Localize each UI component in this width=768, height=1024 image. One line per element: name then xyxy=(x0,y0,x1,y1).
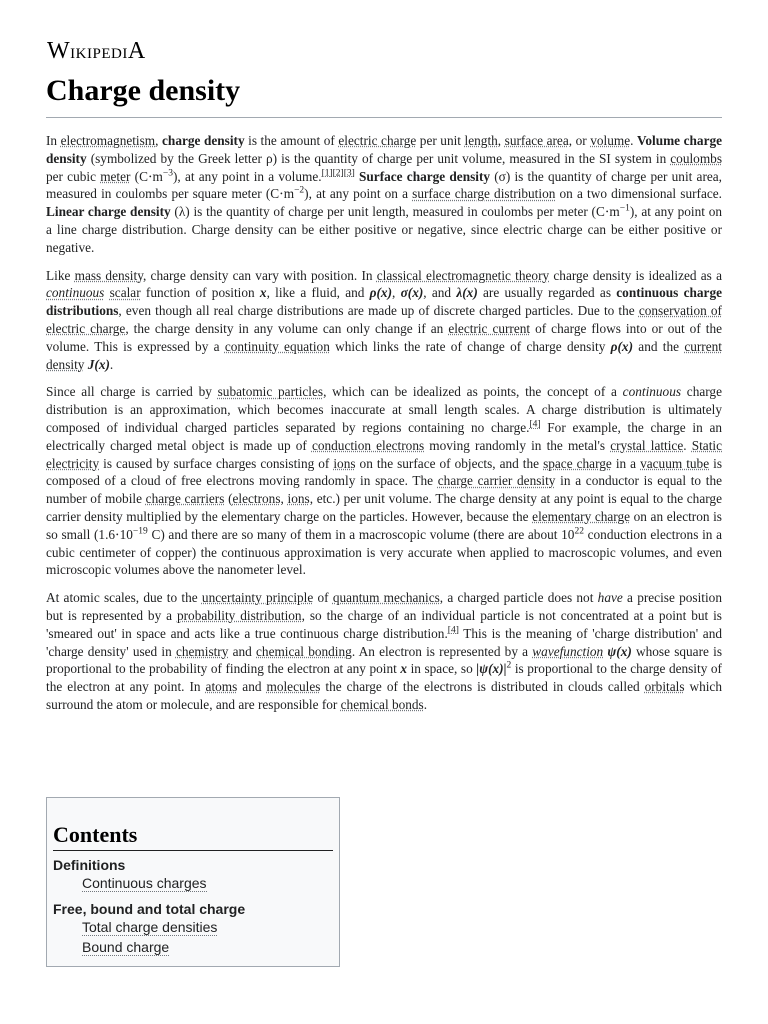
article-link[interactable]: scalar xyxy=(109,285,141,301)
text-run: , xyxy=(280,491,288,507)
text-run: a precise position but is represented by a xyxy=(46,590,722,623)
text-run: , even though all real charge distributions are made up of discrete charged particles. Due to the xyxy=(118,303,639,319)
math-expression: |ψ(x)| xyxy=(476,661,507,677)
article-link[interactable]: chemistry xyxy=(175,643,229,659)
text-run: ), at any point on a line charge distribution. Charge density can be either positive or negative, since electric charge can be either positive or negative. xyxy=(46,204,722,255)
text-run: charge density is idealized as a xyxy=(549,267,722,283)
text-run: (C⋅m xyxy=(130,168,163,184)
bold-term: continuous charge distributions xyxy=(46,285,722,319)
article-link[interactable]: coulombs xyxy=(670,150,722,166)
paragraph xyxy=(46,383,722,579)
text-run: charge distribution is an approximation, which becomes inaccurate at small length scales. A charge distribution is ultimately composed of individual charged particles separated by regions containing no charge. xyxy=(46,384,722,435)
article-link[interactable]: electromagnetism xyxy=(60,133,156,148)
text-run: conduction electrons in a cubic centimeter of copper) the continuous approximation is very accurate when applied to macroscopic volumes, and even microscopic volumes above the nanometer level. xyxy=(46,526,722,578)
superscript: 22 xyxy=(574,526,584,537)
text-run: and xyxy=(228,643,257,659)
text-run: per cubic xyxy=(46,168,101,184)
text-run: and the xyxy=(633,338,685,354)
article-link[interactable]: charge carrier density xyxy=(437,473,556,489)
toc-subsection-item xyxy=(82,919,333,939)
text-run: whose square is proportional to the probability of finding the electron at any point xyxy=(46,643,722,677)
math-expression: x xyxy=(400,661,408,677)
bold-term: Linear charge density xyxy=(46,204,171,220)
article-link[interactable]: crystal lattice xyxy=(610,437,684,453)
text-run: is caused by surface charges consisting of xyxy=(99,455,334,471)
toc-subsection-item xyxy=(82,939,333,959)
text-run: . xyxy=(109,356,114,372)
text-run: , so the charge of an individual particle is not concentrated at a point but is 'smeared out' in space and acts like a true continuous charge distribution. xyxy=(46,607,722,641)
article-link[interactable]: elementary charge xyxy=(532,508,631,524)
text-run: is composed of a cloud of free electrons moving randomly in space. The xyxy=(46,455,722,489)
text-run: of xyxy=(313,590,333,606)
text-run: (symbolized by the Greek letter ρ) is the quantity of charge per unit volume, measured in the SI system in xyxy=(86,150,671,166)
toc-list xyxy=(53,857,333,959)
article-link[interactable]: conservation of electric charge xyxy=(46,303,722,336)
text-run: , charge density can vary with position. In xyxy=(142,267,377,283)
page-title: Charge density xyxy=(46,74,241,107)
text-run: in space, so xyxy=(407,661,477,677)
article-link[interactable]: current density xyxy=(46,338,722,372)
article-link[interactable]: vacuum tube xyxy=(640,455,710,471)
toc-subsection-link[interactable]: Total charge densities xyxy=(82,919,218,935)
text-run: At atomic scales, due to the xyxy=(46,590,202,606)
article-link[interactable]: charge carriers xyxy=(145,491,225,507)
article-link[interactable]: chemical bonds xyxy=(340,696,424,712)
text-run: per unit xyxy=(416,133,465,148)
wordmark-first-letter: W xyxy=(47,38,71,64)
text-run: (λ) is the quantity of charge per unit length, measured in coulombs per meter (C⋅m xyxy=(170,204,620,220)
italic-text: continuous xyxy=(622,384,682,400)
text-run: . xyxy=(630,133,637,148)
text-run: ), at any point on a xyxy=(304,186,413,202)
citation-link[interactable]: [4] xyxy=(529,419,541,430)
text-run: of charge flows into or out of the volume. This is expressed by a xyxy=(46,320,723,354)
text-run: For example, the charge in an electrically charged metal object is made up of xyxy=(46,419,722,453)
text-run: , like a fluid, and xyxy=(266,285,370,301)
text-run: , etc.) per unit volume. The charge density at any point is equal to the charge carrier density multiplied by the elementary charge on the particles. However, because the xyxy=(46,491,722,524)
citation-link[interactable]: [1][2][3] xyxy=(321,168,355,179)
table-of-contents xyxy=(46,797,340,967)
italic-text: have xyxy=(597,590,623,606)
article-link[interactable]: atoms xyxy=(205,679,238,695)
text-run: , xyxy=(497,133,505,148)
article-link[interactable]: space charge xyxy=(543,455,612,471)
text-run: , the charge density in any volume can only change if an xyxy=(125,320,449,336)
text-run: moving randomly in the metal's xyxy=(424,437,611,453)
text-run: is the amount of xyxy=(244,133,339,148)
text-run: . xyxy=(683,437,692,453)
text-run: , xyxy=(392,285,401,301)
article-link[interactable]: electric current xyxy=(448,320,531,336)
bold-term: charge density xyxy=(162,133,245,148)
wikipedia-wordmark xyxy=(47,38,146,63)
article-link[interactable]: quantum mechanics xyxy=(332,590,440,606)
text-run: . xyxy=(423,696,428,712)
article-link[interactable]: electrons xyxy=(232,491,281,507)
article-link[interactable]: chemical bonding xyxy=(256,643,352,659)
article-link[interactable]: meter xyxy=(100,168,131,184)
text-run: In xyxy=(46,133,61,148)
text-run: in a conductor is equal to the number of mobile xyxy=(46,473,723,507)
article-link[interactable]: Static electricity xyxy=(46,437,722,471)
text-run: , xyxy=(155,133,163,148)
text-run: the charge of the electrons is distributed in clouds called xyxy=(320,679,645,695)
article-link[interactable]: volume xyxy=(590,133,631,148)
text-run: . An electron is represented by a xyxy=(351,643,533,659)
text-run: , a charged particle does not xyxy=(439,590,598,606)
bold-term: Surface charge density xyxy=(359,168,491,184)
article-link[interactable]: ions xyxy=(333,455,356,471)
text-run: function of position xyxy=(140,285,260,301)
article-link[interactable]: classical electromagnetic theory xyxy=(376,267,550,283)
paragraph xyxy=(46,267,722,374)
bold-term: Volume charge density xyxy=(46,133,723,166)
text-run: Since all charge is carried by xyxy=(46,384,218,400)
article-link[interactable]: subatomic particles xyxy=(217,384,324,400)
article-link[interactable]: surface area xyxy=(504,133,569,148)
article-link[interactable]: uncertainty principle xyxy=(201,590,314,606)
math-expression: x xyxy=(259,285,267,301)
superscript: −3 xyxy=(162,168,173,179)
math-expression: ρ(x) xyxy=(610,338,634,354)
text-run: , and xyxy=(423,285,457,301)
superscript: −2 xyxy=(294,185,305,196)
text-run: , or xyxy=(568,133,591,148)
text-run: are usually regarded as xyxy=(477,285,617,301)
text-run: in a xyxy=(611,455,641,471)
paragraph xyxy=(46,132,722,257)
toc-subsection-item xyxy=(82,875,333,895)
math-expression: ψ(x) xyxy=(607,643,632,659)
superscript: 2 xyxy=(506,660,512,671)
article-link[interactable]: continuity equation xyxy=(224,338,330,354)
text-run: on a two dimensional surface. xyxy=(555,186,722,202)
math-expression: J(x) xyxy=(87,356,110,372)
wordmark-rest: ikipedi xyxy=(70,38,128,63)
article-link[interactable]: electric charge xyxy=(338,133,417,148)
text-run: and xyxy=(237,679,267,695)
paragraph xyxy=(46,589,722,714)
toc-section-link[interactable]: Definitions xyxy=(53,857,126,873)
text-run: (σ) is the quantity of charge per unit area, measured in coulombs per square meter (C⋅m xyxy=(46,168,723,202)
text-run: on the surface of objects, and the xyxy=(355,455,544,471)
article-link[interactable]: molecules xyxy=(266,679,321,695)
article-link[interactable]: length xyxy=(464,133,498,148)
wordmark-last-letter: A xyxy=(127,38,146,64)
wikipedia-logo[interactable] xyxy=(47,38,146,65)
toc-title: Contents xyxy=(53,822,333,851)
text-run: ( xyxy=(224,491,233,507)
toc-subsection-link[interactable]: Continuous charges xyxy=(82,875,207,891)
math-expression: σ(x) xyxy=(400,285,424,301)
text-run: is proportional to the charge density of the electron at any point. In xyxy=(46,661,722,695)
superscript: −19 xyxy=(132,526,148,537)
article-link[interactable]: continuous xyxy=(46,285,105,301)
text-run: This is the meaning of 'charge distribution' and 'charge density' used in xyxy=(46,625,723,659)
article-link[interactable]: conduction electrons xyxy=(311,437,425,453)
article-link[interactable]: mass density xyxy=(74,267,143,283)
text-run: on an electron is so small (1.6⋅10 xyxy=(46,508,722,542)
math-expression: λ(x) xyxy=(456,285,478,301)
article-link[interactable]: orbitals xyxy=(644,679,685,695)
text-run: which surround the atom or molecule, and are responsible for xyxy=(46,679,722,712)
title-divider xyxy=(46,117,722,118)
text-run: , which can be idealized as points, the concept of a xyxy=(323,384,623,400)
toc-section-link[interactable]: Free, bound and total charge xyxy=(53,901,246,917)
text-run: which links the rate of change of charge density xyxy=(329,338,611,354)
citation-link[interactable]: [4] xyxy=(447,625,459,636)
article-body xyxy=(46,132,722,724)
text-run: C) and there are so many of them in a macroscopic volume (there are about 10 xyxy=(147,526,575,542)
article-link[interactable]: ions xyxy=(287,491,310,507)
toc-subsection-link[interactable]: Bound charge xyxy=(82,939,170,955)
superscript: −1 xyxy=(619,203,630,214)
article-link[interactable]: probability distribution xyxy=(176,607,302,623)
article-link[interactable]: wavefunction xyxy=(532,643,604,659)
article-link[interactable]: surface charge distribution xyxy=(412,186,556,202)
math-expression: ρ(x) xyxy=(369,285,393,301)
text-run: Like xyxy=(46,267,75,283)
text-run: ), at any point in a volume. xyxy=(172,168,322,184)
